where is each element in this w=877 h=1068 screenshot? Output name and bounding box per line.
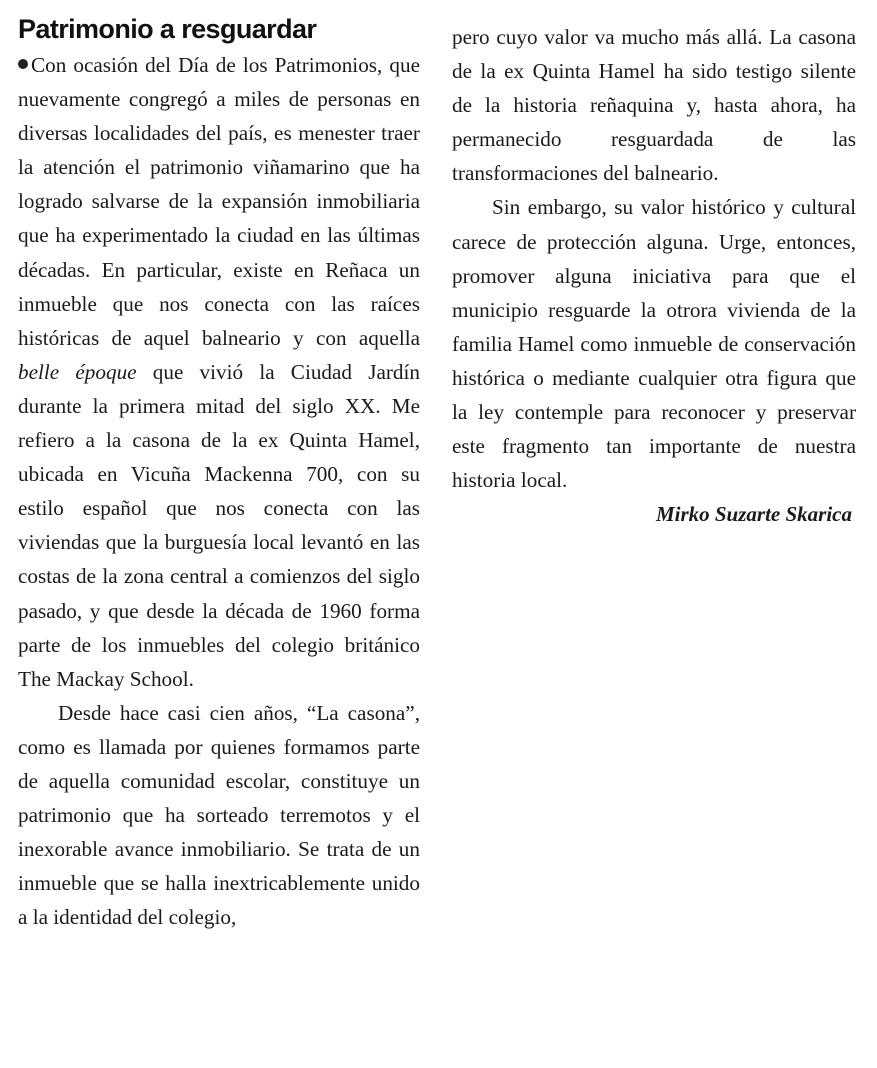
- paragraph-3: Sin embargo, su valor histórico y cultural carece de protección alguna. Urge, entonces, promover alguna iniciativa para que el municipio resguarde la otrora vivienda de la familia Hamel como inmueble de conservación histórica o mediante cualquier otra figura que la ley contemple para reconocer y preservar este fragmento tan importante de nuestra historia local.: [452, 195, 856, 493]
- right-column: [452, 0, 856, 531]
- paragraph-1-italic: belle époque: [18, 359, 137, 384]
- headline: Patrimonio a resguardar: [18, 14, 317, 44]
- left-column: [18, 0, 420, 934]
- author-signature: Mirko Suzarte Skarica: [655, 502, 852, 527]
- paragraph-1-text-b: que vivió la Ciudad Jardín durante la primera mitad del siglo XX. Me refiero a la casona de la ex Quinta Hamel, ubicada en Vicuña Mackenna 700, con su estilo español que nos conecta con las viviendas que la burguesía local levantó en las costas de la zona central a comienzos del siglo pasado, y que desde la década de 1960 forma parte de los inmuebles del colegio británico The Mackay School.: [18, 359, 420, 691]
- paragraph-1: [18, 48, 420, 696]
- bullet-icon: [18, 59, 28, 69]
- paragraph-1-text-a: Con ocasión del Día de los Patrimonios, que nuevamente congregó a miles de personas en diversas localidades del país, es menester traer la atención el patrimonio viñamarino que ha logrado salvarse de la expansión inmobiliaria que ha experimentado la ciudad en las últimas décadas. En particular, existe en Reñaca un inmueble que nos conecta con las raíces históricas de aquel balneario y con aquella: [18, 53, 420, 350]
- paragraph-2-continued: pero cuyo valor va mucho más allá. La casona de la ex Quinta Hamel ha sido testigo silente de la historia reñaquina y, hasta ahora, ha permanecido resguardada de las transformaciones del balneario.: [452, 25, 856, 186]
- paragraph-2: Desde hace casi cien años, “La casona”, como es llamada por quienes formamos parte de aquella comunidad escolar, constituye un patrimonio que ha sorteado terremotos y el inexorable avance inmobiliario. Se trata de un inmueble que se halla inextricablemente unido a la identidad del colegio,: [18, 700, 420, 930]
